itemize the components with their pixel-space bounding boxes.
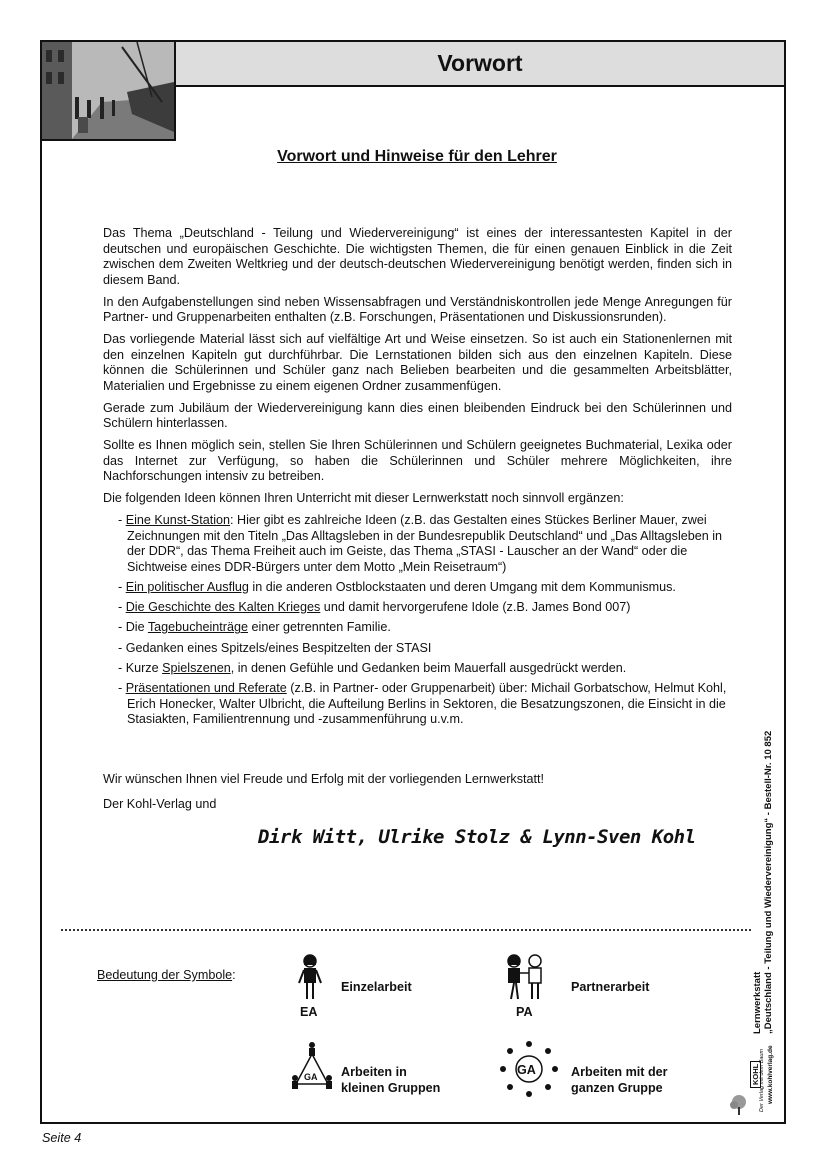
list-item: - Ein politischer Ausflug in die anderen Ostblockstaaten und deren Umgang mit dem Kommunismus. [118,579,676,594]
list-item: - Eine Kunst-Station: Hier gibt es zahlreiche Ideen (z.B. das Gestalten eines Stückes Berliner Mauer, zwei Zeichnungen mit den Titeln „Das Alltagsleben in der Bundesrepublik Deutschland“ und „Das Alltagsleben in der DDR“, das Thema Freiheit auch im Geiste, das Thema „STASI - Lauscher an der Wand“ oder die Sichtweise eines DDR-Bürgers unter dem Motto „Mein Reisetraum“) [118,513,723,574]
legend-label: Bedeutung der Symbole: [97,968,236,982]
page-number: Seite 4 [42,1131,82,1145]
pa-label: Partnerarbeit [571,980,650,994]
partner-pair-icon [502,953,548,1003]
paragraph: In den Aufgabenstellungen sind neben Wissensabfragen und Verständniskontrollen jede Menge Anregungen für Partner- und Gruppenarbeiten enthalten (z.B. Forschungen, Präsentationen und Diskussionsrunden). [103,294,732,324]
historical-photo [40,40,176,141]
single-person-icon [296,953,324,1003]
closing-wish: Wir wünschen Ihnen viel Freude und Erfolg mit der vorliegenden Lernwerkstatt! [103,772,545,786]
ga-code-whole: GA [517,1063,536,1077]
paragraph: Sollte es Ihnen möglich sein, stellen Sie Ihren Schülerinnen und Schülern geeignetes Buchmaterial, Lexika oder das Internet zur Verfügung, so haben die Schülerinnen und Schüler mehrere Möglichkeiten, ihre Nachforschungen intensiv zu betreiben. [103,438,732,483]
list-item: - Gedanken eines Spitzels/eines Bespitzelten der STASI [118,640,432,655]
small-group-icon [290,1040,334,1092]
tree-logo-icon [729,1094,749,1116]
list-item: - Kurze Spielszenen, in denen Gefühle und Gedanken beim Mauerfall ausgedrückt werden. [118,660,627,675]
paragraph: Das Thema „Deutschland - Teilung und Wiedervereinigung“ ist eines der interessantesten Kapitel in der deutschen und europäischen Geschichte. Die wichtigsten Themen, die für einen genauen Einblick in die Zeit zwischen dem Zweiten Weltkrieg und der deutsch-deutschen Wiedervereinigung benötigt werden, finden sich in diesem Band. [103,226,732,287]
dotted-divider [61,929,751,931]
ga-small-label: Arbeiten in kleinen Gruppen [341,1065,441,1095]
side-series: Lernwerkstatt [752,971,763,1034]
ideas-list [118,513,732,728]
list-item: - Präsentationen und Referate (z.B. in Partner- oder Gruppenarbeit) über: Michail Gorbatschow, Helmut Kohl, Erich Honecker, Walter Ulbricht, die Aufteilung Berlins in Sektoren, die Besatzungszonen, die Einsicht in die Stasiakten, Familientrennung und -zusammenführung u.v.m. [118,681,727,727]
ea-code: EA [300,1005,318,1019]
side-title: „Deutschland - Teilung und Wiedervereinigung“ - Bestell-Nr. 10 852 [763,730,774,1034]
pa-code: PA [516,1005,533,1019]
ga-code-small: GA [304,1072,318,1082]
paragraph: Gerade zum Jubiläum der Wiedervereinigung kann dies einen bleibenden Eindruck bei den Schülerinnen und Schülern hinterlassen. [103,400,732,430]
authors-signature: Dirk Witt, Ulrike Stolz & Lynn-Sven Kohl [258,826,696,848]
publisher-url: www.kohlverlag.de [767,1045,774,1104]
section-heading: Vorwort und Hinweise für den Lehrer [277,148,557,165]
ga-whole-label: Arbeiten mit der ganzen Gruppe [571,1065,668,1095]
closing-block [103,772,544,821]
closing-publisher: Der Kohl-Verlag und [103,796,217,811]
ea-label: Einzelarbeit [341,980,412,994]
preface-body [103,226,732,733]
list-item: - Die Geschichte des Kalten Krieges und damit hervorgerufene Idole (z.B. James Bond 007) [118,600,631,615]
publisher-logo-text: KOHL [750,1061,761,1088]
publisher-slogan: Der Verlag mit dem Baum [759,1048,765,1112]
paragraph: Das vorliegende Material lässt sich auf vielfältige Art und Weise einsetzen. So ist auch ein Stationenlernen mit den einzelnen Kapiteln gut durchführbar. Die Lernstationen bilden sich aus den einzelnen Kapiteln. Diese können die Schülerinnen und Schüler ganz nach Belieben bearbeiten und die gesammelten Arbeitsblätter, Materialien und Ergebnisse zu einem eigenen Ordner zusammenfügen. [103,332,732,393]
page-title: Vorwort [174,40,786,87]
list-item: - Die Tagebucheinträge einer getrennten Familie. [118,620,391,635]
paragraph: Die folgenden Ideen können Ihren Unterricht mit dieser Lernwerkstatt noch sinnvoll ergänzen: [103,491,624,505]
